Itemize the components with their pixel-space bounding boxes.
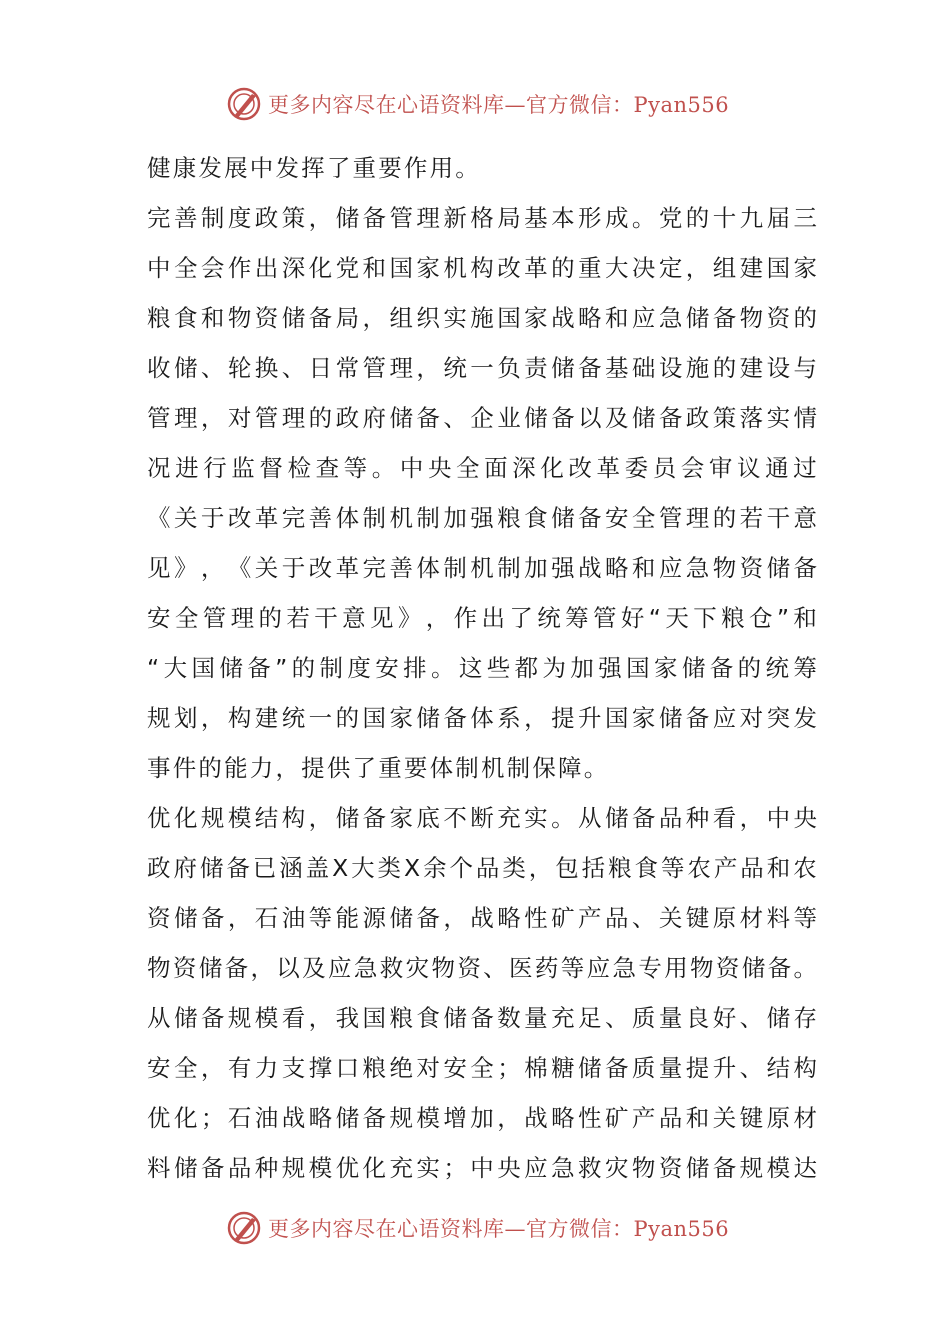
document-body <box>147 143 817 1193</box>
text-line: 安 全 ， 有 力 支 撑 口 粮 绝 对 安 全 ； 棉 糖 储 备 质 量 提 升 、 结 构 <box>147 1054 817 1082</box>
text-line: 物 资 储 备 ， 以 及 应 急 救 灾 物 资 、 医 药 等 应 急 专 用 物 资 储 备 。 <box>147 954 817 982</box>
header-banner <box>226 84 746 124</box>
text-line: 管 理 ， 对 管 理 的 政 府 储 备 、 企 业 储 备 以 及 储 备 政 策 落 实 情 <box>147 404 817 432</box>
text-line: 事 件 的 能 力 ， 提 供 了 重 要 体 制 机 制 保 障 。 <box>147 754 608 782</box>
text-line: 优 化 规 模 结 构 ， 储 备 家 底 不 断 充 实 。 从 储 备 品 种 看 ， 中 央 <box>147 804 817 832</box>
pen-logo-icon <box>226 86 262 122</box>
text-line: 见 》 ， 《 关 于 改 革 完 善 体 制 机 制 加 强 战 略 和 应 急 物 资 储 备 <box>147 554 817 582</box>
header-banner-text: 更多内容尽在心语资料库—官方微信：Pyan556 <box>268 93 730 117</box>
text-line: 料 储 备 品 种 规 模 优 化 充 实 ； 中 央 应 急 救 灾 物 资 储 备 规 模 达 <box>147 1154 817 1182</box>
pen-logo-icon <box>226 1210 262 1246</box>
text-line: 规 划 ， 构 建 统 一 的 国 家 储 备 体 系 ， 提 升 国 家 储 备 应 对 突 发 <box>147 704 817 732</box>
text-line: 从 储 备 规 模 看 ， 我 国 粮 食 储 备 数 量 充 足 、 质 量 良 好 、 储 存 <box>147 1004 817 1032</box>
text-line: 况 进 行 监 督 检 查 等 。 中 央 全 面 深 化 改 革 委 员 会 审 议 通 过 <box>147 454 817 482</box>
footer-banner <box>226 1208 746 1248</box>
footer-banner-text: 更多内容尽在心语资料库—官方微信：Pyan556 <box>268 1217 730 1241</box>
text-line: 安 全 管 理 的 若 干 意 见 》 ， 作 出 了 统 筹 管 好 “ 天 下 粮 仓 ” 和 <box>147 604 817 632</box>
text-line: 政 府 储 备 已 涵 盖 X 大 类 X 余 个 品 类 ， 包 括 粮 食 等 农 产 品 和 农 <box>147 854 817 882</box>
text-line: 健 康 发 展 中 发 挥 了 重 要 作 用 。 <box>147 154 479 182</box>
text-line: 优 化 ； 石 油 战 略 储 备 规 模 增 加 ， 战 略 性 矿 产 品 和 关 键 原 材 <box>147 1104 817 1132</box>
text-line: 粮 食 和 物 资 储 备 局 ， 组 织 实 施 国 家 战 略 和 应 急 储 备 物 资 的 <box>147 304 817 332</box>
text-line: 《 关 于 改 革 完 善 体 制 机 制 加 强 粮 食 储 备 安 全 管 理 的 若 干 意 <box>147 504 817 532</box>
text-line: 完 善 制 度 政 策 ， 储 备 管 理 新 格 局 基 本 形 成 。 党 的 十 九 届 三 <box>147 204 817 232</box>
text-line: 收 储 、 轮 换 、 日 常 管 理 ， 统 一 负 责 储 备 基 础 设 施 的 建 设 与 <box>147 354 817 382</box>
text-line: “ 大 国 储 备 ” 的 制 度 安 排 。 这 些 都 为 加 强 国 家 储 备 的 统 筹 <box>147 654 817 682</box>
text-line: 中 全 会 作 出 深 化 党 和 国 家 机 构 改 革 的 重 大 决 定 ， 组 建 国 家 <box>147 254 817 282</box>
text-line: 资 储 备 ， 石 油 等 能 源 储 备 ， 战 略 性 矿 产 品 、 关 键 原 材 料 等 <box>147 904 817 932</box>
